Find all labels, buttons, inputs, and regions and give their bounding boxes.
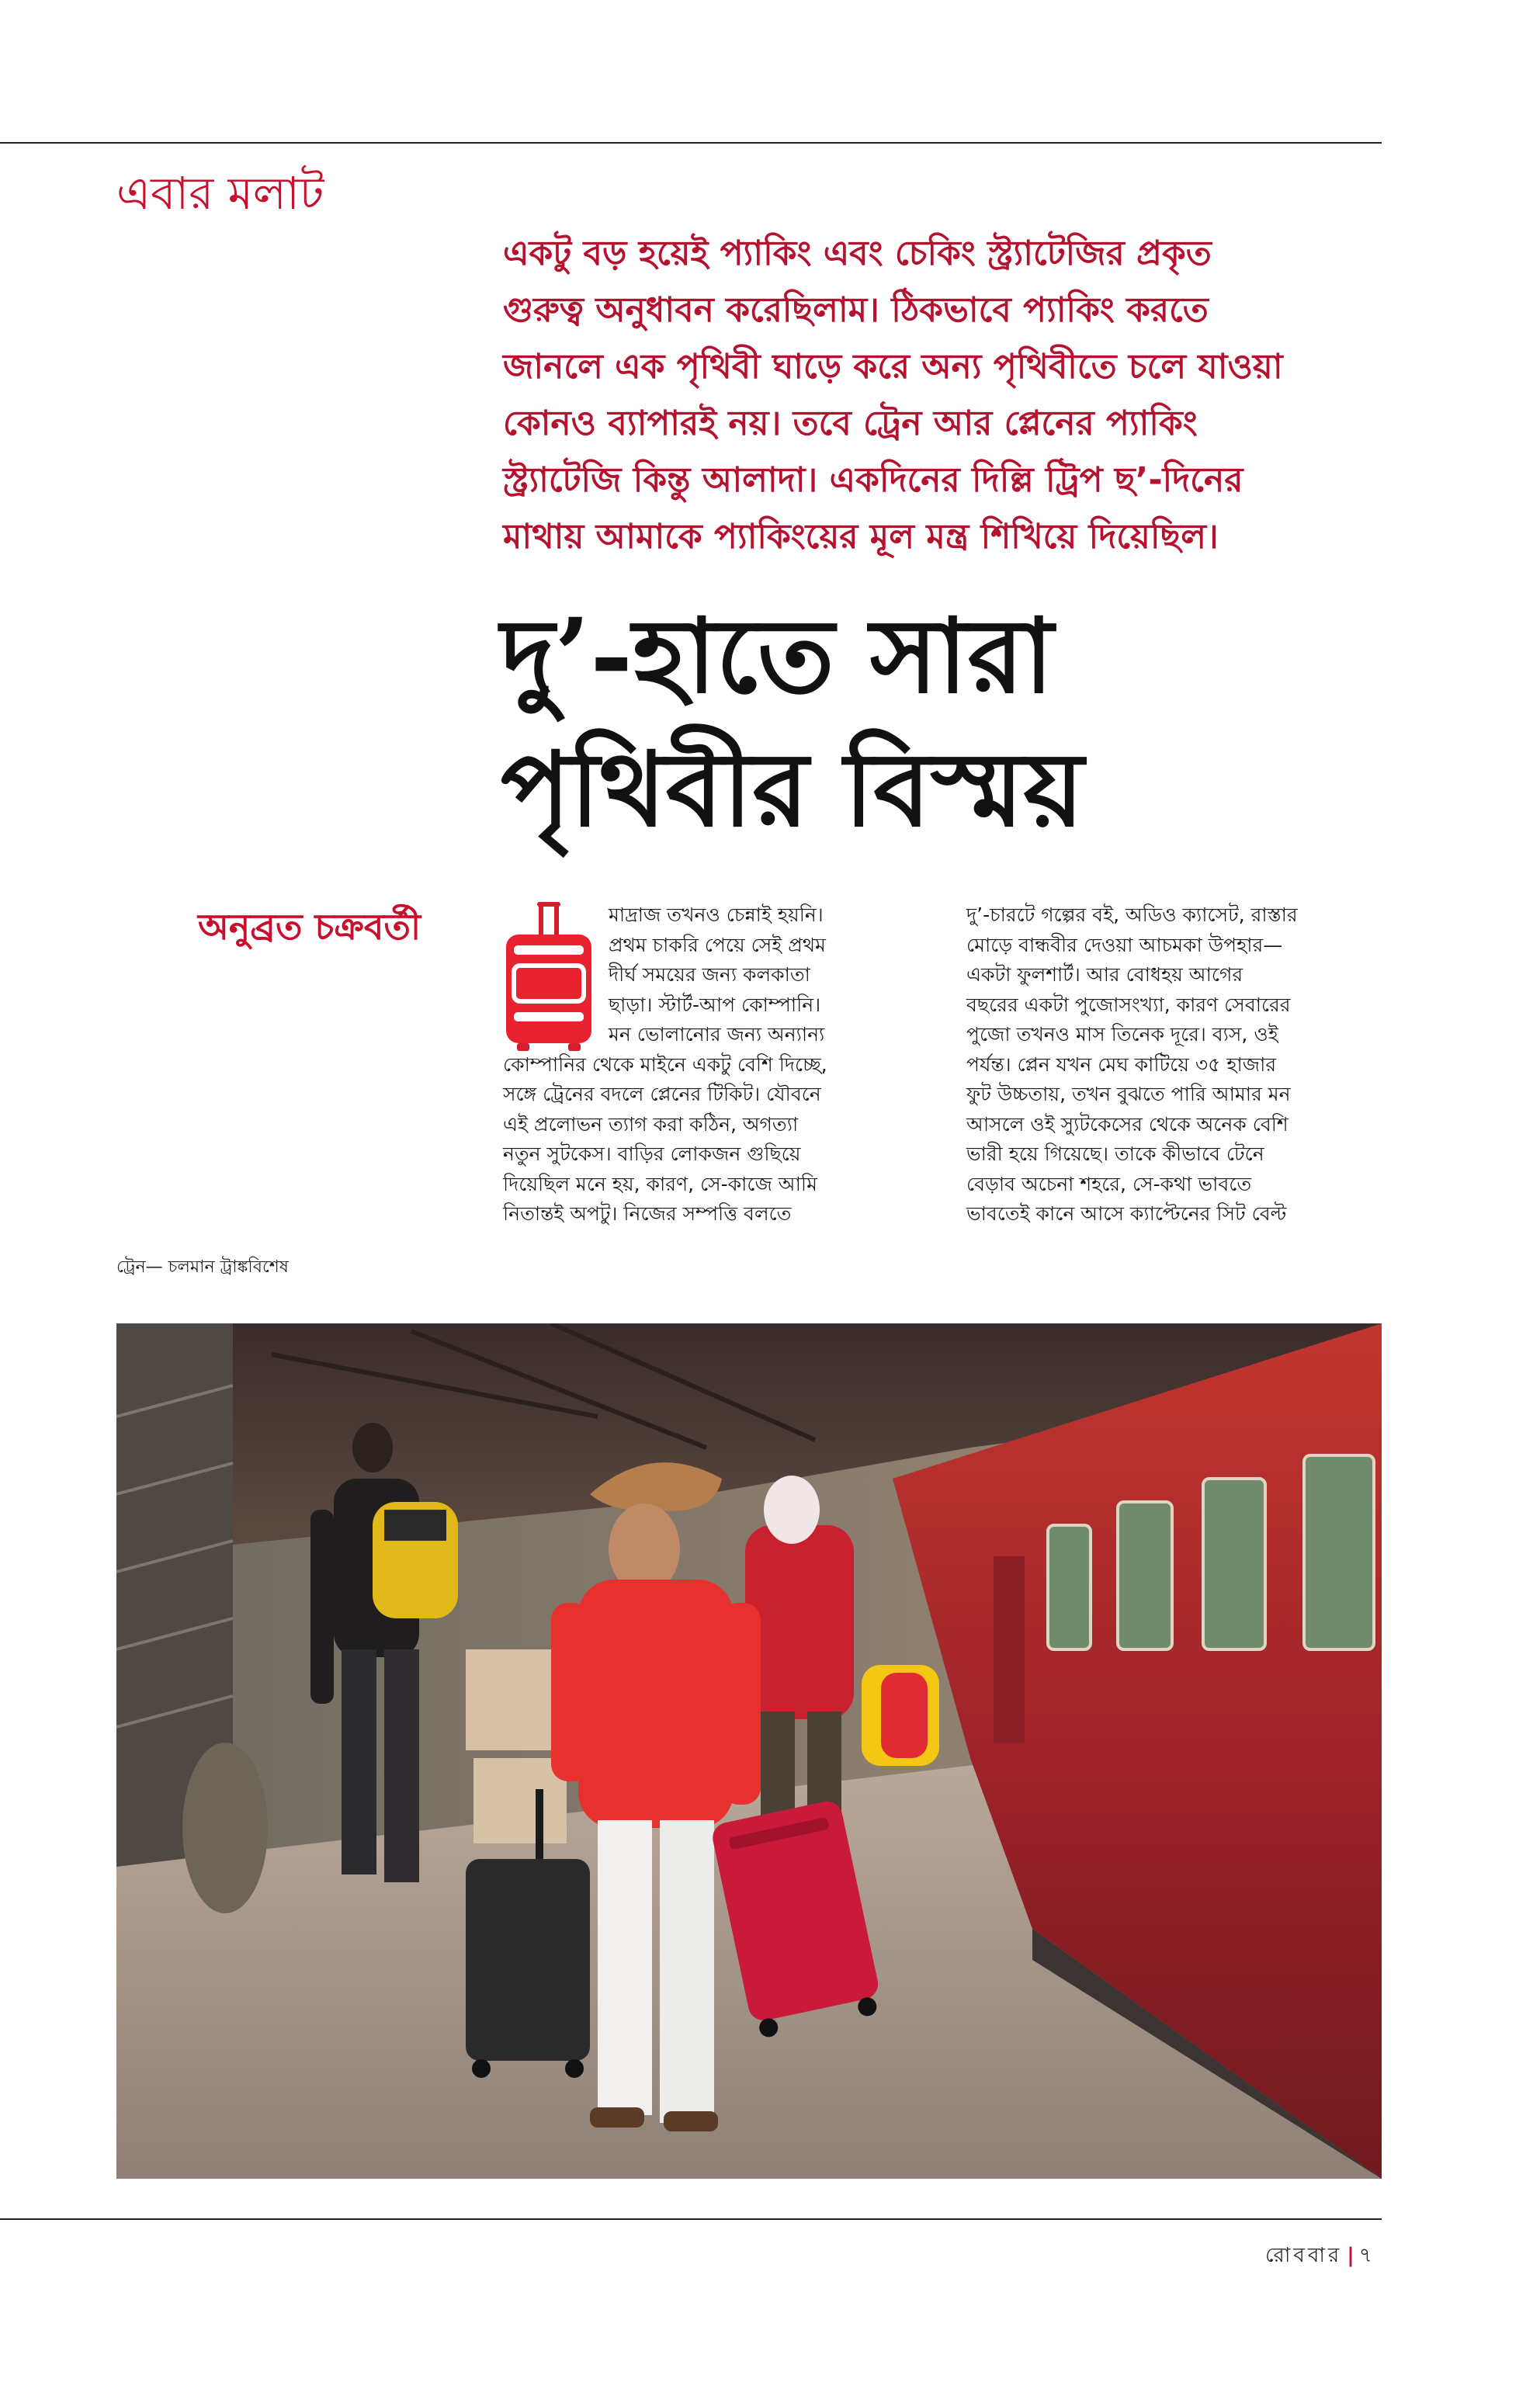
railway-platform-photo — [116, 1323, 1382, 2179]
body-column-1 — [503, 900, 907, 1229]
body-line: দিয়েছিল মনে হয়, কারণ, সে-কাজে আমি — [503, 1172, 817, 1195]
body-line: বেড়াব অচেনা শহরে, সে-কথা ভাবতে — [966, 1172, 1252, 1195]
folio-name: রোববার — [1265, 2244, 1343, 2267]
body-line: ভারী হয়ে গিয়েছে। তাকে কীভাবে টেনে — [966, 1143, 1264, 1165]
headline — [501, 590, 1354, 857]
folio-page-number: ৭ — [1358, 2244, 1375, 2267]
body-line: নিতান্তই অপটু। নিজের সম্পত্তি বলতে — [503, 1202, 792, 1225]
body-line: ছাড়া। স্টার্ট-আপ কোম্পানি। — [609, 993, 821, 1016]
body-line: দু’-চারটে গল্পের বই, অডিও ক্যাসেট, রাস্তার — [966, 903, 1298, 926]
body-line: নতুন সুটকেস। বাড়ির লোকজন গুছিয়ে — [503, 1143, 801, 1165]
folio-separator: | — [1347, 2244, 1354, 2267]
top-rule — [0, 142, 1382, 144]
body-line: আসলে ওই স্যুটকেসের থেকে অনেক বেশি — [966, 1112, 1289, 1136]
folio — [1265, 2239, 1375, 2273]
body-line: পর্যন্ত। প্লেন যখন মেঘ কাটিয়ে ৩৫ হাজার — [966, 1053, 1277, 1076]
body-line: মাদ্রাজ তখনও চেন্নাই হয়নি। — [609, 903, 824, 926]
section-label: এবার মলাট — [116, 167, 324, 220]
standfirst-line: মাথায় আমাকে প্যাকিংয়ের মূল মন্ত্র শিখিয়ে দিয়েছিল। — [503, 517, 1219, 557]
standfirst-line: স্ট্র্যাটেজি কিন্তু আলাদা। একদিনের দিল্লি ট্রিপ ছ’-দিনের — [503, 460, 1243, 500]
body-line: ভাবতেই কানে আসে ক্যাপ্টেনের সিট বেল্ট — [966, 1202, 1287, 1225]
photo-caption: ট্রেন— চলমান ট্রাঙ্কবিশেষ — [116, 1257, 289, 1277]
body-line: কোম্পানির থেকে মাইনে একটু বেশি দিচ্ছে, — [503, 1053, 827, 1076]
body-line: প্রথম চাকরি পেয়ে সেই প্রথম — [609, 933, 826, 956]
body-line: এই প্রলোভন ত্যাগ করা কঠিন, অগত্যা — [503, 1112, 799, 1136]
headline-line-2: পৃথিবীর বিস্ময় — [501, 730, 1084, 850]
body-line: ফুট উচ্চতায়, তখন বুঝতে পারি আমার মন — [966, 1083, 1291, 1105]
headline-line-1: দু’-হাতে সারা — [501, 596, 1054, 716]
body-line: মোড়ে বান্ধবীর দেওয়া আচমকা উপহার— — [966, 933, 1283, 956]
body-line: পুজো তখনও মাস তিনেক দূরে। ব্যস, ওই — [966, 1023, 1278, 1046]
standfirst-line: গুরুত্ব অনুধাবন করেছিলাম। ঠিকভাবে প্যাকিং করতে — [503, 290, 1209, 330]
standfirst-line: একটু বড় হয়েই প্যাকিং এবং চেকিং স্ট্র্যাটেজির প্রকৃত — [503, 234, 1212, 273]
standfirst — [503, 225, 1349, 565]
bottom-rule — [0, 2218, 1382, 2220]
body-line: দীর্ঘ সময়ের জন্য কলকাতা — [609, 963, 810, 986]
body-line: বছরের একটা পুজোসংখ্যা, কারণ সেবারের — [966, 993, 1291, 1016]
body-line: মন ভোলানোর জন্য অন্যান্য — [609, 1023, 825, 1046]
body-column-2 — [966, 900, 1370, 1229]
standfirst-line: জানলে এক পৃথিবী ঘাড়ে করে অন্য পৃথিবীতে চলে যাওয়া — [503, 347, 1283, 387]
body-line: একটা ফুলশার্ট। আর বোধহয় আগের — [966, 963, 1243, 986]
byline-author: অনুব্রত চক্রবর্তী — [198, 906, 421, 948]
body-line: সঙ্গে ট্রেনের বদলে প্লেনের টিকিট। যৌবনে — [503, 1083, 821, 1105]
standfirst-line: কোনও ব্যাপারই নয়। তবে ট্রেন আর প্লেনের প্যাকিং — [503, 404, 1198, 443]
